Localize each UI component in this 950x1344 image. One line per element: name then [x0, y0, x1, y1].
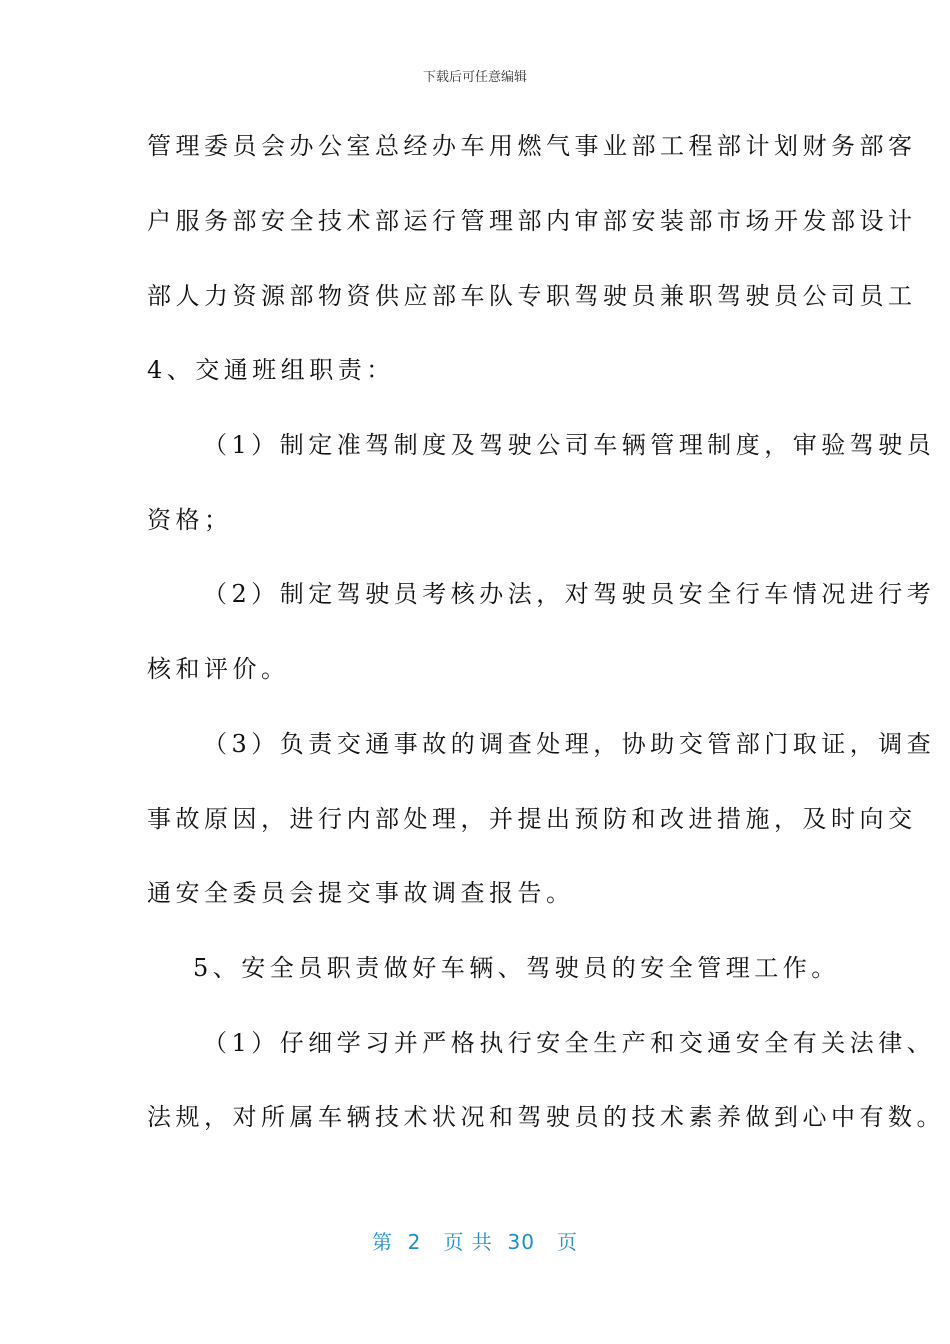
body-line-item-3: （3）负责交通事故的调查处理，协助交管部门取证，调查 [203, 730, 936, 758]
section-heading-5: 5、安全员职责做好车辆、驾驶员的安全管理工作。 [193, 954, 840, 982]
body-line-2: 户服务部安全技术部运行管理部内审部安装部市场开发部设计 [147, 207, 917, 235]
body-line-3: 部人力资源部物资供应部车队专职驾驶员兼职驾驶员公司员工 [147, 282, 917, 310]
body-line-item-5-1-cont: 法规，对所属车辆技术状况和驾驶员的技术素养做到心中有数。 [147, 1103, 945, 1131]
body-line-item-3-cont-1: 事故原因，进行内部处理，并提出预防和改进措施，及时向交 [147, 805, 917, 833]
body-line-item-5-1: （1）仔细学习并严格执行安全生产和交通安全有关法律、 [203, 1029, 936, 1057]
body-line-item-1-cont: 资格； [147, 506, 233, 534]
section-heading-4: 4、交通班组职责： [147, 356, 395, 384]
page-number-footer: 第 2 页 共 30 页 [371, 1230, 579, 1254]
body-line-item-1: （1）制定准驾制度及驾驶公司车辆管理制度，审验驾驶员 [203, 431, 936, 459]
body-line-1: 管理委员会办公室总经办车用燃气事业部工程部计划财务部客 [147, 132, 917, 160]
header-note: 下载后可任意编辑 [422, 70, 527, 85]
body-line-item-2: （2）制定驾驶员考核办法，对驾驶员安全行车情况进行考 [203, 580, 936, 608]
body-line-item-3-cont-2: 通安全委员会提交事故调查报告。 [147, 879, 575, 907]
body-line-item-2-cont: 核和评价。 [147, 655, 290, 683]
